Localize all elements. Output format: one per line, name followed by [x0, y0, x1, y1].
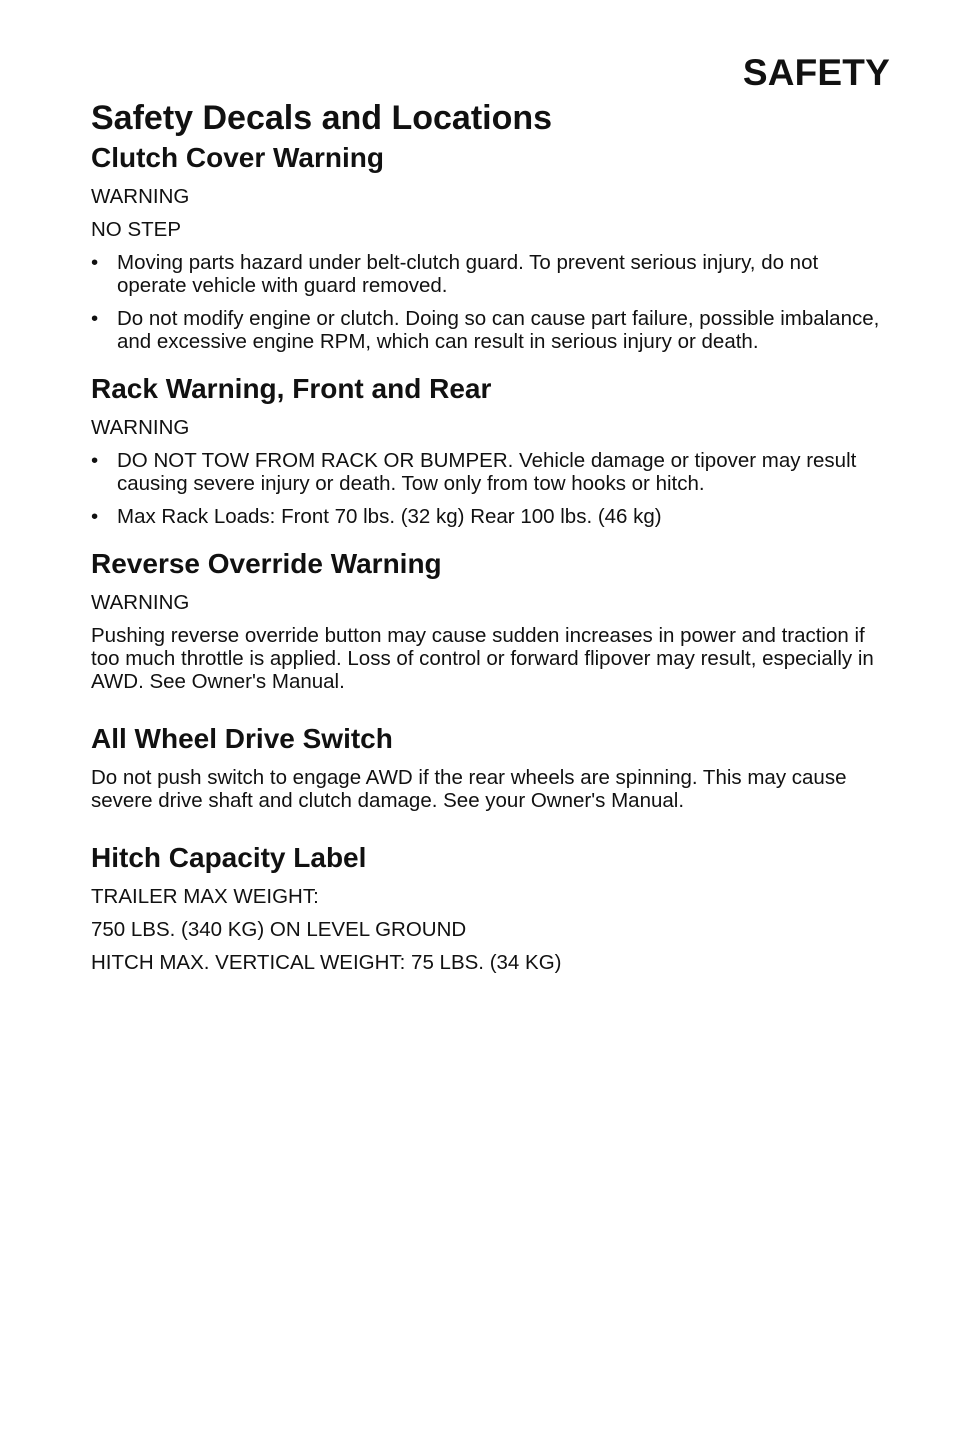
page-content	[91, 140, 891, 974]
section-clutch-cover-warning	[91, 140, 891, 353]
list-item	[91, 505, 891, 528]
list-item-text: Max Rack Loads: Front 70 lbs. (32 kg) Rear 100 lbs. (46 kg)	[117, 505, 662, 528]
section-awd-switch	[91, 721, 891, 812]
page-title: Safety Decals and Locations	[91, 99, 553, 137]
section-rack-warning	[91, 371, 891, 528]
list-item-text: Moving parts hazard under belt-clutch guard. To prevent serious injury, do not operate vehicle with guard removed.	[117, 251, 819, 297]
bullet-icon: •	[91, 505, 99, 528]
bullet-icon: •	[91, 307, 99, 330]
list-item-text: Do not modify engine or clutch. Doing so can cause part failure, possible imbalance, and excessive engine RPM, which can result in serious injury or death.	[117, 307, 880, 353]
trailer-max-weight-label: TRAILER MAX WEIGHT:	[91, 885, 319, 908]
level-ground-weight: 750 LBS. (340 KG) ON LEVEL GROUND	[91, 918, 467, 941]
section-heading: Reverse Override Warning	[91, 548, 442, 579]
hitch-vertical-weight: HITCH MAX. VERTICAL WEIGHT: 75 LBS. (34 KG)	[91, 951, 562, 974]
warning-label: WARNING	[91, 185, 190, 208]
list-item-text: DO NOT TOW FROM RACK OR BUMPER. Vehicle damage or tipover may result causing severe injury or death. Tow only from tow hooks or hitch.	[117, 449, 857, 495]
paragraph: Do not push switch to engage AWD if the rear wheels are spinning. This may cause severe drive shaft and clutch damage. See your Owner's Manual.	[91, 766, 847, 812]
section-heading: All Wheel Drive Switch	[91, 723, 393, 754]
bullet-icon: •	[91, 251, 99, 274]
section-reverse-override-warning	[91, 546, 891, 693]
list-item	[91, 251, 891, 297]
warning-label: WARNING	[91, 591, 190, 614]
section-heading: Rack Warning, Front and Rear	[91, 373, 492, 404]
section-heading: Clutch Cover Warning	[91, 142, 384, 173]
section-heading: Hitch Capacity Label	[91, 842, 367, 873]
list-item	[91, 307, 891, 353]
section-hitch-capacity-label	[91, 840, 891, 974]
paragraph: Pushing reverse override button may cause sudden increases in power and traction if too much throttle is applied. Loss of control or forward flipover may result, especially in AWD. See Owner's Manual.	[91, 624, 874, 693]
warning-label: WARNING	[91, 416, 190, 439]
bullet-icon: •	[91, 449, 99, 472]
bullet-list	[91, 251, 891, 353]
no-step-label: NO STEP	[91, 218, 181, 241]
bullet-list	[91, 449, 891, 528]
chapter-title: SAFETY	[742, 52, 890, 93]
list-item	[91, 449, 891, 495]
